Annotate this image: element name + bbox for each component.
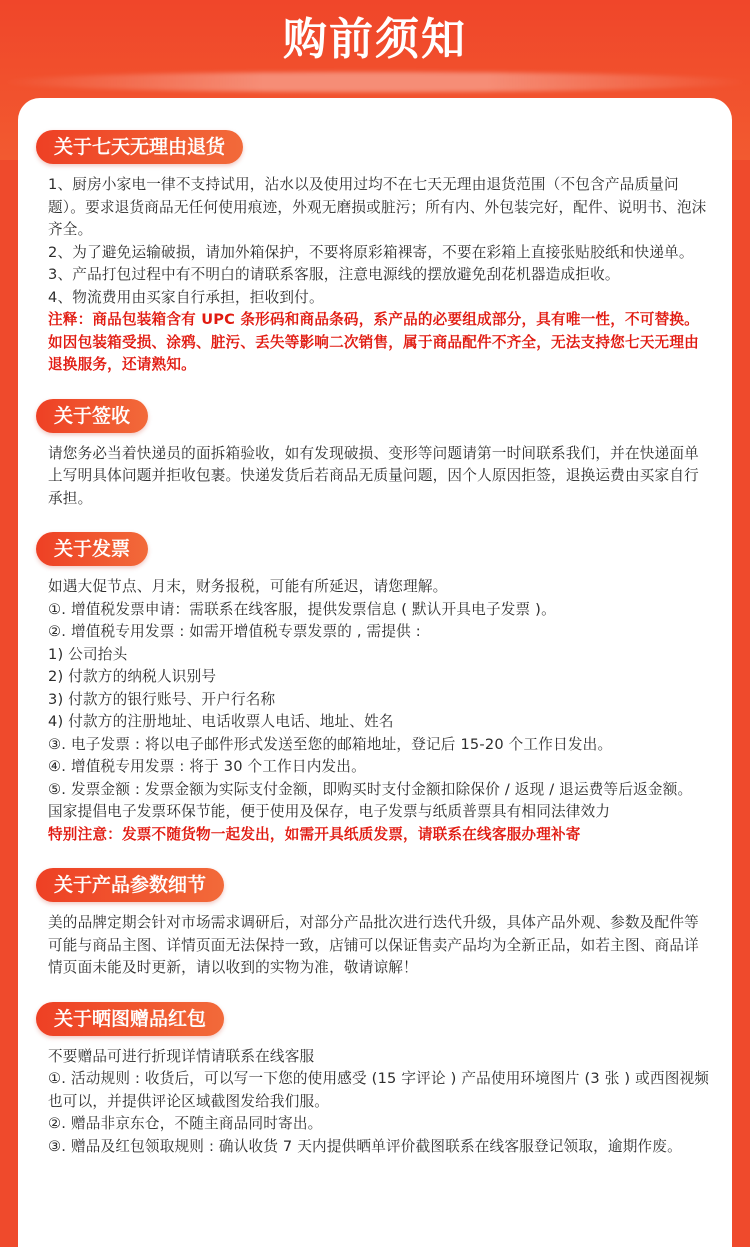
notice-card xyxy=(18,98,732,1247)
section-sign-for xyxy=(48,399,710,511)
section-line: ③. 赠品及红包领取规则 : 确认收货 7 天内提供晒单评价截图联系在线客服登记领取，逾期作废。 xyxy=(48,1137,682,1155)
section-line: 4) 付款方的注册地址、电话收票人电话、地址、姓名 xyxy=(48,713,394,730)
title-glow-divider xyxy=(0,72,750,92)
section-line: 不要赠品可进行折现详情请联系在线客服 xyxy=(48,1047,315,1065)
section-line: 如遇大促节点、月末，财务报税，可能有所延迟，请您理解。 xyxy=(48,578,448,595)
section-line: 2、为了避免运输破损，请加外箱保护，不要将原彩箱裸寄，不要在彩箱上直接张贴胶纸和快递单。 xyxy=(48,243,694,261)
section-line: 国家提倡电子发票环保节能，便于使用及保存，电子发票与纸质普票具有相同法律效力 xyxy=(48,803,611,820)
section-invoice xyxy=(48,532,710,846)
section-line: ③. 电子发票 : 将以电子邮件形式发送至您的邮箱地址，登记后 15-20 个工作日发出。 xyxy=(48,735,613,753)
section-line: 3、产品打包过程中有不明白的请联系客服，注意电源线的摆放避免刮花机器造成拒收。 xyxy=(48,266,620,283)
section-line: ②. 增值税专用发票 : 如需开增值税专票发票的 , 需提供 : xyxy=(48,623,421,640)
section-heading: 关于产品参数细节 xyxy=(36,868,224,902)
section-heading: 关于晒图赠品红包 xyxy=(36,1002,224,1036)
section-line: ⑤. 发票金额 : 发票金额为实际支付金额，即购买时支付金额扣除保价 / 返现 / 退运费等后返金额。 xyxy=(48,780,693,798)
section-heading: 关于发票 xyxy=(36,532,148,566)
section-line: 请您务必当着快递员的面拆箱验收，如有发现破损、变形等问题请第一时间联系我们，并在快递面单上写明具体问题并拒收包裹。快递发货后若商品无质量问题，因个人原因拒签，退换运费由买家自行承担。 xyxy=(48,444,699,507)
section-line: 2) 付款方的纳税人识别号 xyxy=(48,668,217,685)
section-notice-line: 注释：商品包装箱含有 UPC 条形码和商品条码，系产品的必要组成部分，具有唯一性，不可替换。如因包装箱受损、涂鸦、脏污、丢失等影响二次销售，属于商品配件不齐全，无法支持您七天无理由退换服务，还请熟知。 xyxy=(48,311,699,373)
section-product-details xyxy=(48,868,710,980)
section-return-policy xyxy=(48,130,710,377)
section-line: ①. 增值税发票申请：需联系在线客服，提供发票信息 ( 默认开具电子发票 )。 xyxy=(48,600,556,618)
section-heading: 关于签收 xyxy=(36,399,148,433)
section-line: 美的品牌定期会针对市场需求调研后，对部分产品批次进行迭代升级，具体产品外观、参数及配件等可能与商品主图、详情页面无法保持一致，店铺可以保证售卖产品均为全新正品，如若主图、商品详情页面未能及时更新，请以收到的实物为准，敬请谅解！ xyxy=(48,914,699,976)
page-title: 购前须知 xyxy=(283,14,467,65)
section-line: 4、物流费用由买家自行承担，拒收到付。 xyxy=(48,288,324,306)
section-line: ②. 赠品非京东仓，不随主商品同时寄出。 xyxy=(48,1115,323,1132)
section-notice-line: 特别注意：发票不随货物一起发出，如需开具纸质发票，请联系在线客服办理补寄 xyxy=(48,825,581,843)
section-line: 1、厨房小家电一律不支持试用，沾水以及使用过均不在七天无理由退货范围（不包含产品质量问题）。要求退货商品无任何使用痕迹，外观无磨损或脏污；所有内、外包装完好，配件、说明书、泡沫齐全。 xyxy=(48,176,707,238)
section-review-gifts xyxy=(48,1002,710,1159)
section-line: 3) 付款方的银行账号、开户行名称 xyxy=(48,690,276,708)
section-line: ④. 增值税专用发票 : 将于 30 个工作日内发出。 xyxy=(48,758,366,775)
section-heading: 关于七天无理由退货 xyxy=(36,130,243,164)
section-line: 1) 公司抬头 xyxy=(48,645,128,663)
section-line: ①. 活动规则 : 收货后，可以写一下您的使用感受 (15 字评论 ) 产品使用环境图片 (3 张 ) 或西图视频也可以，并提供评论区域截图发给我们服。 xyxy=(48,1070,710,1110)
